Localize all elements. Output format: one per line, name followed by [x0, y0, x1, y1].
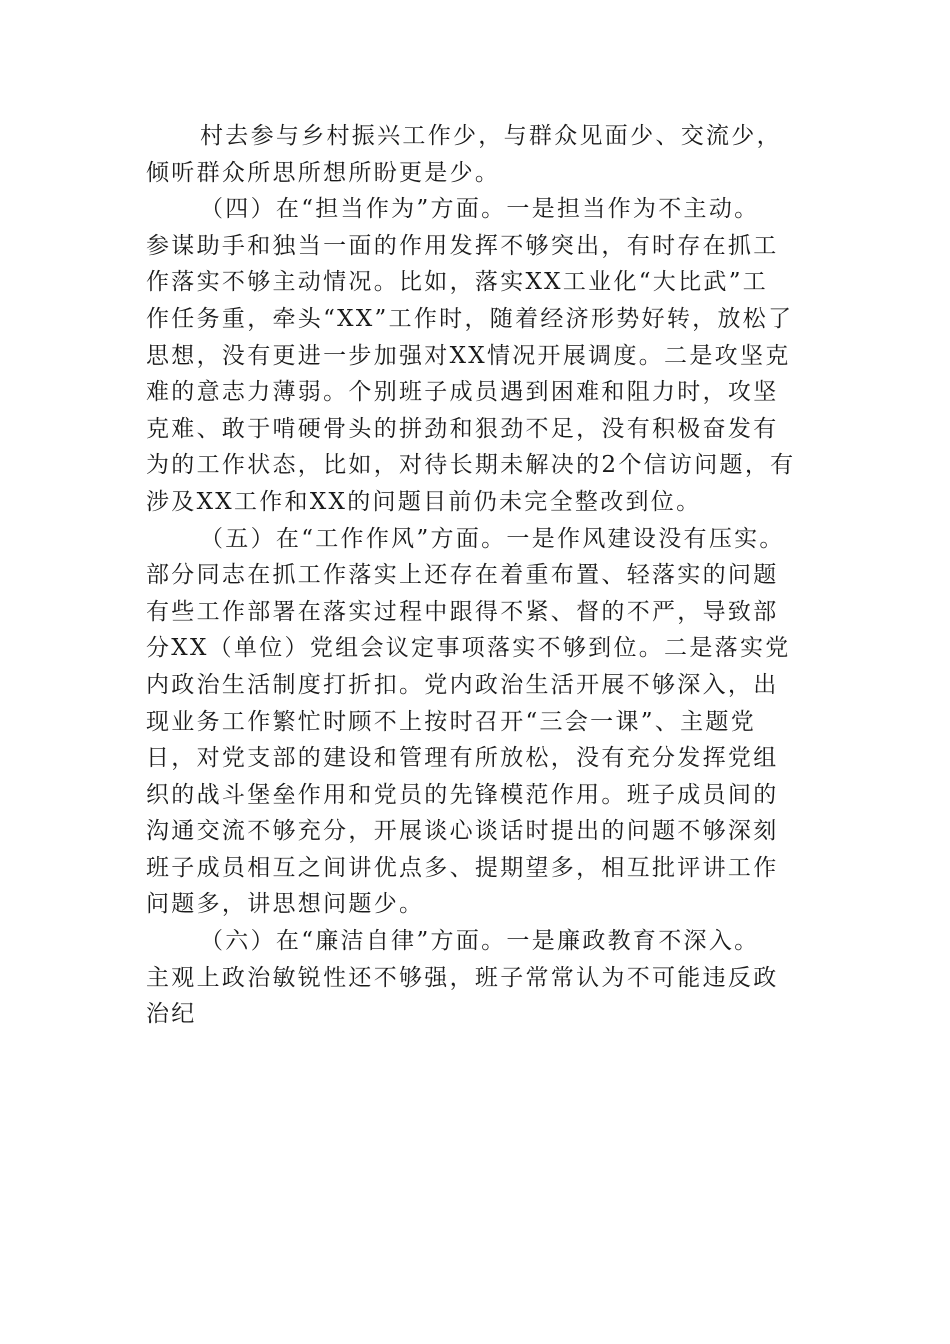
text-line: 问题多，讲思想问题少。	[146, 891, 425, 918]
text-line: 内政治生活制度打折扣。党内政治生活开展不够深入，出	[146, 671, 779, 698]
text-line: 有些工作部署在落实过程中跟得不紧、督的不严，导致部	[146, 598, 779, 625]
text-line: 日，对党支部的建设和管理有所放松，没有充分发挥党组	[146, 745, 779, 772]
text-line: （六）在“廉洁自律”方面。一是廉政教育不深入。	[200, 928, 760, 955]
text-line: 沟通交流不够充分，开展谈心谈话时提出的问题不够深刻	[146, 818, 779, 845]
text-line: 参谋助手和独当一面的作用发挥不够突出，有时存在抓工	[146, 232, 779, 259]
text-line: 班子成员相互之间讲优点多、提期望多，相互批评讲工作	[146, 854, 779, 881]
text-line: 作落实不够主动情况。比如，落实XX工业化“大比武”工	[146, 269, 769, 296]
text-line: 克难、敢于啃硬骨头的拼劲和狠劲不足，没有积极奋发有	[146, 415, 779, 442]
text-line: 村去参与乡村振兴工作少，与群众见面少、交流少，	[200, 123, 782, 149]
text-line: 部分同志在抓工作落实上还存在着重布置、轻落实的问题	[146, 562, 779, 589]
text-line: 治纪	[146, 1001, 197, 1028]
text-line: 分XX（单位）党组会议定事项落实不够到位。二是落实党	[146, 635, 791, 662]
text-line: （四）在“担当作为”方面。一是担当作为不主动。	[200, 196, 760, 223]
text-line: 织的战斗堡垒作用和党员的先锋模范作用。班子成员间的	[146, 781, 779, 808]
text-line: 思想，没有更进一步加强对XX情况开展调度。二是攻坚克	[146, 342, 791, 369]
text-line: 作任务重，牵头“XX”工作时，随着经济形势好转，放松了	[146, 305, 794, 332]
text-line: （五）在“工作作风”方面。一是作风建设没有压实。	[200, 525, 785, 552]
text-line: 现业务工作繁忙时顾不上按时召开“三会一课”、主题党	[146, 708, 757, 735]
text-line: 为的工作状态，比如，对待长期未解决的2个信访问题，有	[146, 452, 796, 479]
text-line: 涉及XX工作和XX的问题目前仍未完全整改到位。	[146, 488, 702, 515]
text-line: 倾听群众所思所想所盼更是少。	[146, 159, 501, 186]
text-line: 主观上政治敏锐性还不够强，班子常常认为不可能违反政	[146, 964, 779, 991]
text-line: 难的意志力薄弱。个别班子成员遇到困难和阻力时，攻坚	[146, 379, 779, 406]
document-body	[146, 118, 826, 1033]
